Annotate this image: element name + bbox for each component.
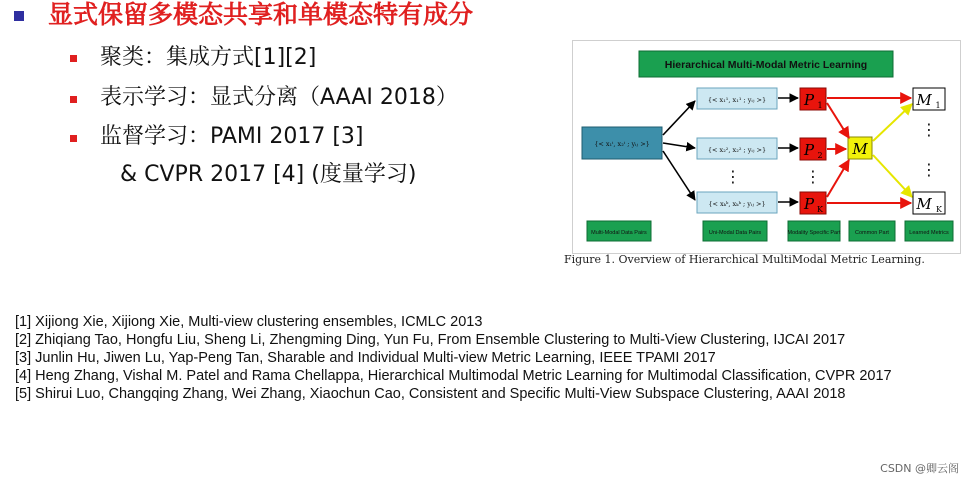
- bottom-label-2: Uni-Modal Data Pairs: [708, 230, 762, 236]
- figure-caption: Figure 1. Overview of Hierarchical MultiModal Metric Learning.: [564, 253, 925, 266]
- references: [15, 313, 951, 403]
- m-common-label: M: [852, 140, 868, 158]
- reference-4: [4] Heng Zhang, Vishal M. Patel and Rama Chellappa, Hierarchical Multimodal Metric Learning for Multimodal Classification, CVPR 2017: [15, 368, 892, 384]
- uni-pair-text-k: {< xₖᵏ, xₖᵏ ; yᵢⱼ >}: [708, 200, 766, 208]
- reference-1: [1] Xijiong Xie, Xijiong Xie, Multi-view clustering ensembles, ICMLC 2013: [15, 314, 483, 330]
- figure-header-text: Hierarchical Multi-Modal Metric Learning: [664, 59, 868, 71]
- bullet-marker: [70, 135, 77, 142]
- bottom-label-4: Common Part: [855, 230, 889, 236]
- bottom-label-3: Modality Specific Part: [787, 230, 841, 236]
- m-output-sub-k: K: [936, 205, 942, 214]
- uni-pair-text-1: {< x₁¹, x₁¹ ; yᵢⱼ >}: [707, 96, 767, 104]
- reference-2: [2] Zhiqiang Tao, Hongfu Liu, Sheng Li, Zhengming Ding, Yun Fu, From Ensemble Clustering to Multi-View Clustering, IJCAI 2017: [15, 332, 846, 348]
- m-output-label-k: M: [916, 195, 932, 213]
- reference-5: [5] Shirui Luo, Changqing Zhang, Wei Zhang, Xiaochun Cao, Consistent and Specific Multi-View Subspace Clustering, AAAI 2018: [15, 386, 846, 402]
- slide-title: 显式保留多模态共享和单模态特有成分: [48, 0, 474, 29]
- uni-pair-dots: ⋮: [725, 167, 741, 186]
- uni-pair-text-2: {< x₂², x₂² ; yᵢⱼ >}: [707, 146, 767, 154]
- m-output-dots-2: ⋮: [921, 160, 937, 179]
- reference-3: [3] Junlin Hu, Jiwen Lu, Yap-Peng Tan, Sharable and Individual Multi-view Metric Learning, IEEE TPAMI 2017: [15, 350, 716, 366]
- bullet-continuation: & CVPR 2017 [4] (度量学习): [120, 162, 417, 187]
- p-sub-k: K: [817, 205, 823, 214]
- title-marker: [14, 11, 24, 21]
- p-label-k: P: [803, 195, 815, 213]
- bullet-representation: 表示学习：显式分离（AAAI 2018）: [100, 85, 458, 110]
- bullet-marker: [70, 55, 77, 62]
- bullet-supervised: 监督学习：PAMI 2017 [3]: [100, 124, 364, 149]
- m-output-label-1: M: [916, 91, 932, 109]
- bottom-label-1: Multi-Modal Data Pairs: [591, 230, 647, 236]
- bullet-clustering: 聚类：集成方式[1][2]: [100, 45, 317, 70]
- p-sub-1: 1: [817, 101, 823, 110]
- p-label-1: P: [803, 91, 815, 109]
- p-sub-2: 2: [817, 151, 823, 160]
- m-output-dots-1: ⋮: [921, 120, 937, 139]
- m-output-sub-1: 1: [935, 101, 941, 110]
- p-dots: ⋮: [805, 167, 821, 186]
- bottom-label-5: Learned Metrics: [909, 230, 949, 236]
- input-pair-text: {< x₁ⁱ, x₂ⁱ ; yᵢⱼ >}: [594, 140, 650, 148]
- csdn-watermark: CSDN @卿云阁: [880, 462, 959, 475]
- bullet-marker: [70, 96, 77, 103]
- p-label-2: P: [803, 141, 815, 159]
- figure-diagram: [573, 41, 960, 253]
- figure-hierarchical-metric-learning: [572, 40, 961, 254]
